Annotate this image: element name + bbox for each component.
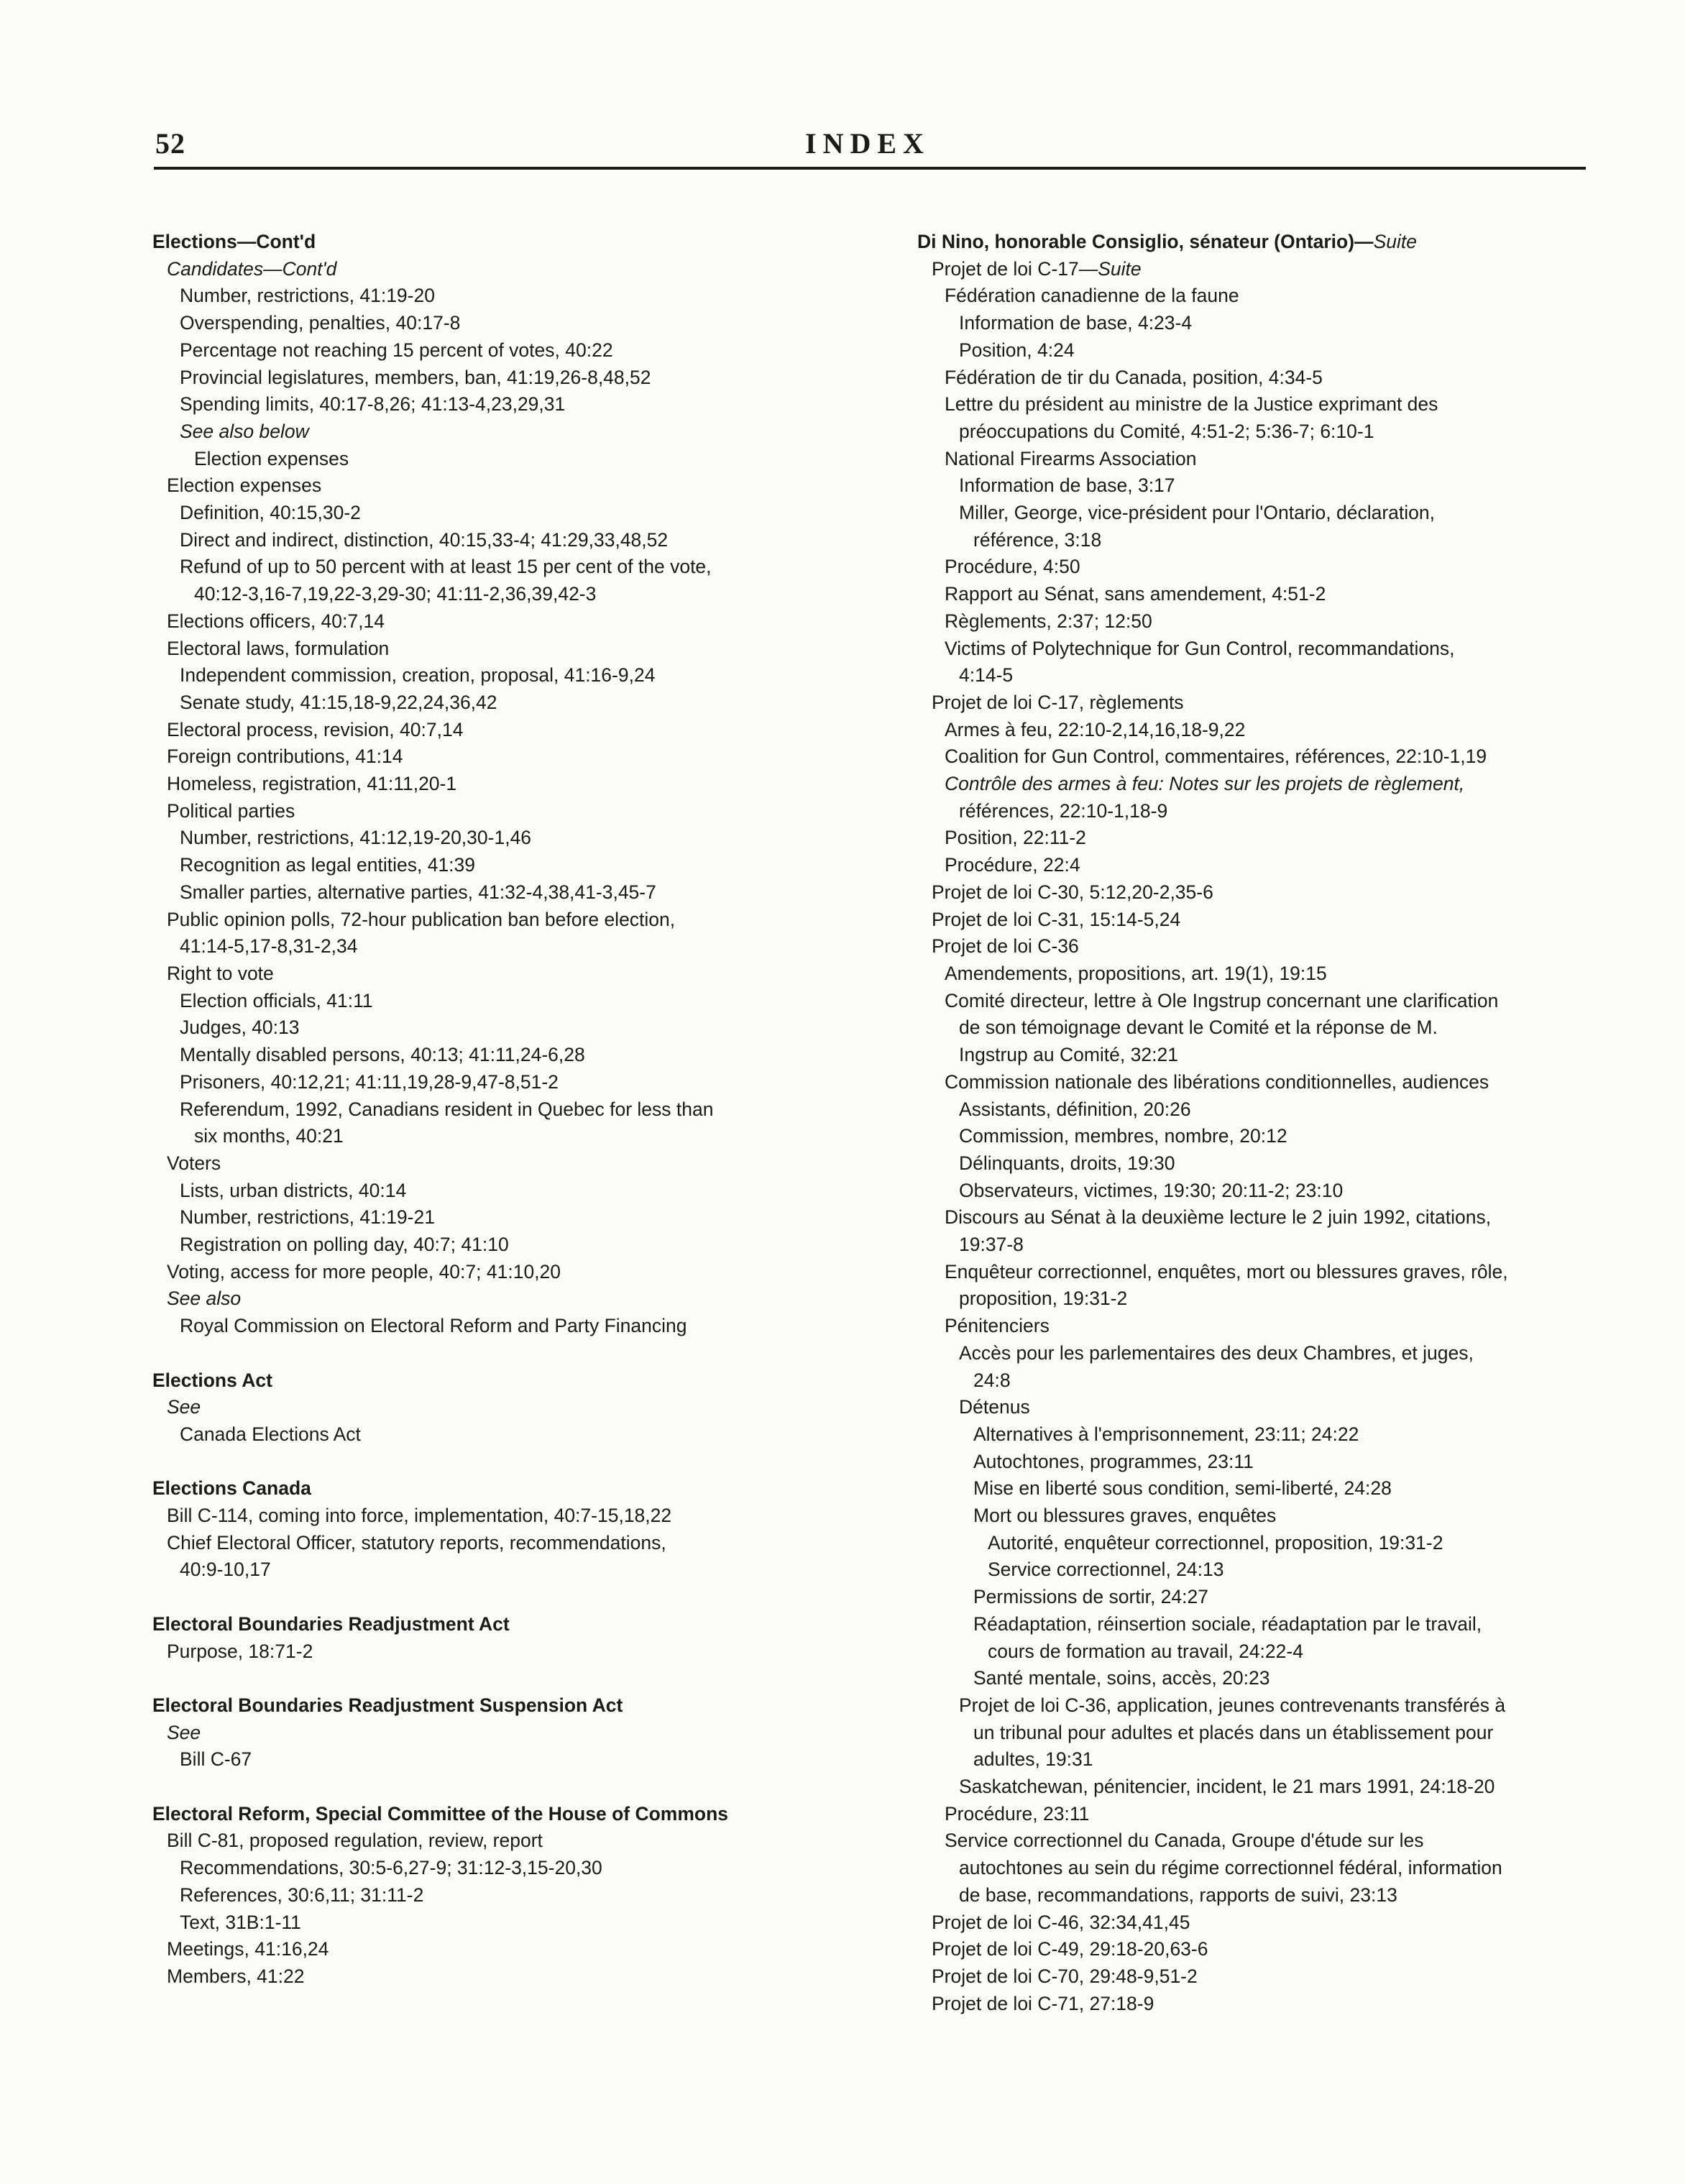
index-entry xyxy=(917,1150,1629,1178)
index-entry-text: Voters xyxy=(167,1152,221,1174)
index-entry-text: Commission nationale des libérations conditionnelles, audiences xyxy=(945,1070,1489,1093)
index-entry-text: See also xyxy=(167,1288,242,1310)
index-entry xyxy=(917,1178,1629,1205)
index-entry xyxy=(152,907,871,934)
index-entry xyxy=(152,1556,871,1584)
index-entry-text: Permissions de sortir, 24:27 xyxy=(973,1586,1208,1608)
index-entry-text: Autorité, enquêteur correctionnel, proposition, 19:31-2 xyxy=(988,1531,1443,1554)
index-entry-text: Rapport au Sénat, sans amendement, 4:51-2 xyxy=(945,583,1326,605)
index-entry xyxy=(152,527,871,554)
index-entry-text: National Firearms Association xyxy=(945,447,1197,469)
index-entry xyxy=(917,364,1629,392)
index-entry-text: Discours au Sénat à la deuxième lecture le 2 juin 1992, citations, xyxy=(945,1206,1492,1229)
index-entry-text: référence, 3:18 xyxy=(973,528,1102,551)
index-entry xyxy=(917,1475,1629,1502)
index-entry-text: Election expenses xyxy=(194,447,349,469)
index-entry xyxy=(152,364,871,392)
index-entry xyxy=(152,1394,871,1421)
index-entry-text: Election officials, 41:11 xyxy=(180,989,373,1011)
index-entry-text: Percentage not reaching 15 percent of votes, 40:22 xyxy=(180,339,613,361)
index-entry-text: 40:9-10,17 xyxy=(180,1559,271,1581)
index-entry xyxy=(917,1096,1629,1124)
index-entry-text: Prisoners, 40:12,21; 41:11,19,28-9,47-8,51-2 xyxy=(180,1070,559,1093)
index-entry xyxy=(917,1774,1629,1801)
index-entry-text: Overspending, penalties, 40:17-8 xyxy=(180,312,461,334)
index-entry xyxy=(917,1692,1629,1720)
index-entry-text: 19:37-8 xyxy=(959,1234,1024,1256)
index-entry xyxy=(152,1827,871,1855)
index-entry-text: Règlements, 2:37; 12:50 xyxy=(945,610,1152,632)
index-entry xyxy=(152,1313,871,1340)
index-entry-text: Service correctionnel du Canada, Groupe d'étude sur les xyxy=(945,1830,1424,1852)
index-entry-text: références, 22:10-1,18-9 xyxy=(959,799,1168,822)
index-entry xyxy=(152,933,871,960)
index-entry-text: cours de formation au travail, 24:22-4 xyxy=(988,1640,1303,1662)
page-title: INDEX xyxy=(805,127,930,160)
index-entry-text: Commission, membres, nombre, 20:12 xyxy=(959,1125,1287,1147)
index-entry-text: Mort ou blessures graves, enquêtes xyxy=(973,1505,1277,1527)
index-entry-text: See also below xyxy=(180,420,309,442)
index-entry-text: Bill C-114, coming into force, implementation, 40:7-15,18,22 xyxy=(167,1505,672,1527)
index-entry xyxy=(152,1421,871,1449)
index-entry-text: Saskatchewan, pénitencier, incident, le 21 mars 1991, 24:18-20 xyxy=(959,1776,1495,1798)
index-entry-text: Projet de loi C-36, application, jeunes contrevenants transférés à xyxy=(959,1694,1506,1716)
index-entry-text: Number, restrictions, 41:12,19-20,30-1,46 xyxy=(180,827,532,849)
index-entry-text: Comité directeur, lettre à Ole Ingstrup concernant une clarification xyxy=(945,989,1499,1011)
index-entry-text: Right to vote xyxy=(167,962,274,984)
index-entry-text: Réadaptation, réinsertion sociale, réadaptation par le travail, xyxy=(973,1612,1482,1635)
index-entry-text: See xyxy=(167,1396,201,1418)
continuation-suffix: Suite xyxy=(1098,257,1142,280)
index-entry xyxy=(152,1069,871,1096)
index-entry-text: Meetings, 41:16,24 xyxy=(167,1938,329,1960)
index-entry-text: Alternatives à l'emprisonnement, 23:11; 24:22 xyxy=(973,1423,1359,1445)
index-entry xyxy=(152,1882,871,1909)
index-entry-text: adultes, 19:31 xyxy=(973,1748,1093,1771)
index-entry xyxy=(152,310,871,337)
index-entry xyxy=(917,418,1629,446)
index-entry xyxy=(917,1204,1629,1231)
index-entry xyxy=(917,527,1629,554)
index-heading xyxy=(152,1611,871,1638)
index-entry xyxy=(917,907,1629,934)
index-entry xyxy=(917,1746,1629,1774)
index-entry xyxy=(917,988,1629,1015)
index-entry-text: Autochtones, programmes, 23:11 xyxy=(973,1450,1254,1472)
index-entry xyxy=(152,636,871,663)
index-entry xyxy=(917,1502,1629,1530)
continuation-suffix: Suite xyxy=(1373,231,1417,252)
index-entry xyxy=(917,636,1629,663)
index-entry-text: Political parties xyxy=(167,799,295,822)
index-entry-text: Number, restrictions, 41:19-21 xyxy=(180,1206,435,1229)
index-entry-text: Refund of up to 50 percent with at least 15 per cent of the vote, xyxy=(180,556,712,578)
entry-spacer xyxy=(152,1449,871,1476)
index-entry-text: Fédération canadienne de la faune xyxy=(945,285,1239,307)
index-entry xyxy=(152,608,871,636)
index-entry xyxy=(152,771,871,798)
index-entry-text: Smaller parties, alternative parties, 41:32-4,38,41-3,45-7 xyxy=(180,881,656,903)
index-entry-text: Public opinion polls, 72-hour publication ban before election, xyxy=(167,908,676,930)
index-entry-text: six months, 40:21 xyxy=(194,1125,344,1147)
index-entry-text: Lettre du président au ministre de la Justice exprimant des xyxy=(945,393,1438,416)
index-entry-text: Coalition for Gun Control, commentaires, références, 22:10-1,19 xyxy=(945,745,1487,768)
index-entry-text: proposition, 19:31-2 xyxy=(959,1288,1128,1310)
index-entry xyxy=(152,472,871,500)
index-entry-text: Provincial legislatures, members, ban, 41:19,26-8,48,52 xyxy=(180,366,651,388)
index-entry-text: Projet de loi C-71, 27:18-9 xyxy=(932,1992,1154,2014)
index-entry xyxy=(917,1909,1629,1937)
index-entry xyxy=(917,933,1629,960)
index-heading xyxy=(152,1692,871,1720)
index-entry xyxy=(917,391,1629,418)
index-entry-text: Electoral Boundaries Readjustment Suspension Act xyxy=(152,1694,623,1716)
index-entry-text: Assistants, définition, 20:26 xyxy=(959,1098,1191,1120)
index-entry xyxy=(152,500,871,527)
index-entry xyxy=(152,743,871,771)
index-entry xyxy=(917,743,1629,771)
index-entry xyxy=(152,283,871,310)
index-entry-text: Canada Elections Act xyxy=(180,1423,361,1445)
index-entry xyxy=(152,852,871,879)
index-entry-text: Direct and indirect, distinction, 40:15,33-4; 41:29,33,48,52 xyxy=(180,528,669,551)
index-entry-text: Armes à feu, 22:10-2,14,16,18-9,22 xyxy=(945,718,1246,740)
index-entry xyxy=(152,418,871,446)
index-entry-text: 4:14-5 xyxy=(959,664,1014,687)
index-entry-text: Elections officers, 40:7,14 xyxy=(167,610,385,632)
index-entry xyxy=(917,1936,1629,1963)
index-entry-text: Registration on polling day, 40:7; 41:10 xyxy=(180,1234,509,1256)
index-entry-text: Spending limits, 40:17-8,26; 41:13-4,23,29,31 xyxy=(180,393,566,416)
index-entry xyxy=(917,446,1629,473)
index-entry xyxy=(152,1909,871,1937)
index-heading xyxy=(152,1801,871,1828)
index-entry xyxy=(917,1069,1629,1096)
index-entry-text: Electoral laws, formulation xyxy=(167,637,390,659)
index-entry xyxy=(152,1638,871,1666)
index-heading xyxy=(152,1475,871,1502)
index-entry xyxy=(152,1231,871,1259)
index-entry xyxy=(917,283,1629,310)
index-entry xyxy=(917,1340,1629,1367)
index-entry-text: Elections Act xyxy=(152,1369,272,1391)
index-entry-text: Text, 31B:1-11 xyxy=(180,1911,301,1933)
index-entry xyxy=(917,1042,1629,1069)
index-entry-text: Projet de loi C-36 xyxy=(932,935,1079,958)
index-entry xyxy=(917,960,1629,988)
index-entry xyxy=(917,1313,1629,1340)
index-entry xyxy=(152,1150,871,1178)
index-entry-text: Projet de loi C-17, règlements xyxy=(932,691,1184,713)
index-entry xyxy=(917,1963,1629,1991)
index-heading xyxy=(152,1367,871,1395)
index-entry xyxy=(917,256,1629,283)
index-entry-text: Voting, access for more people, 40:7; 41:10,20 xyxy=(167,1260,561,1283)
index-entry-text: Independent commission, creation, proposal, 41:16-9,24 xyxy=(180,664,656,687)
index-entry-text: Position, 22:11-2 xyxy=(945,827,1086,849)
index-entry-text: Procédure, 23:11 xyxy=(945,1802,1090,1825)
index-entry-text: Homeless, registration, 41:11,20-1 xyxy=(167,773,457,795)
index-entry-text: Mentally disabled persons, 40:13; 41:11,24-6,28 xyxy=(180,1044,585,1066)
index-entry-text: Position, 4:24 xyxy=(959,339,1075,361)
index-heading xyxy=(152,229,871,256)
index-entry-text: Projet de loi C-17— xyxy=(932,257,1098,280)
index-entry xyxy=(917,1556,1629,1584)
index-entry-text: 41:14-5,17-8,31-2,34 xyxy=(180,935,358,958)
index-entry xyxy=(917,1991,1629,2018)
index-entry-text: See xyxy=(167,1721,201,1743)
index-entry-text: Projet de loi C-31, 15:14-5,24 xyxy=(932,908,1181,930)
index-entry xyxy=(152,1204,871,1231)
index-entry xyxy=(917,1530,1629,1557)
index-entry xyxy=(152,1963,871,1991)
index-entry-text: Pénitenciers xyxy=(945,1315,1050,1337)
index-entry xyxy=(152,1502,871,1530)
index-entry-text: Santé mentale, soins, accès, 20:23 xyxy=(973,1667,1270,1689)
index-entry xyxy=(917,1449,1629,1476)
index-entry xyxy=(917,1882,1629,1909)
entry-spacer xyxy=(152,1340,871,1367)
index-entry xyxy=(917,337,1629,364)
index-entry-text: Di Nino, honorable Consiglio, sénateur (Ontario)— xyxy=(917,231,1374,252)
index-entry xyxy=(917,500,1629,527)
index-entry-text: Candidates—Cont'd xyxy=(167,257,337,280)
index-entry-text: Amendements, propositions, art. 19(1), 19:15 xyxy=(945,962,1327,984)
index-entry-text: Projet de loi C-70, 29:48-9,51-2 xyxy=(932,1965,1198,1987)
index-heading xyxy=(917,229,1629,256)
index-entry xyxy=(152,689,871,717)
index-entry-text: Information de base, 3:17 xyxy=(959,474,1175,497)
index-entry-text: Definition, 40:15,30-2 xyxy=(180,502,361,524)
index-entry-text: autochtones au sein du régime correctionnel fédéral, information xyxy=(959,1857,1502,1879)
index-entry xyxy=(152,446,871,473)
index-entry xyxy=(917,771,1629,798)
index-entry xyxy=(152,1096,871,1124)
index-entry-text: Senate study, 41:15,18-9,22,24,36,42 xyxy=(180,691,497,713)
index-entry-text: Enquêteur correctionnel, enquêtes, mort ou blessures graves, rôle, xyxy=(945,1260,1508,1283)
index-entry xyxy=(917,1259,1629,1286)
index-entry xyxy=(152,879,871,907)
index-entry xyxy=(917,1611,1629,1638)
index-entry xyxy=(152,1042,871,1069)
index-entry-text: Electoral Boundaries Readjustment Act xyxy=(152,1612,510,1635)
index-entry-text: Service correctionnel, 24:13 xyxy=(988,1559,1224,1581)
index-entry xyxy=(152,1178,871,1205)
index-entry-text: Procédure, 4:50 xyxy=(945,556,1080,578)
index-entry-text: Détenus xyxy=(959,1396,1030,1418)
index-entry-text: Number, restrictions, 41:19-20 xyxy=(180,285,435,307)
index-entry xyxy=(917,798,1629,825)
index-entry xyxy=(917,1827,1629,1855)
index-entry xyxy=(917,554,1629,581)
header-rule xyxy=(154,167,1586,170)
index-entry-text: Judges, 40:13 xyxy=(180,1017,300,1039)
index-entry-text: Fédération de tir du Canada, position, 4:34-5 xyxy=(945,366,1323,388)
left-index-column xyxy=(152,229,871,1991)
index-entry xyxy=(152,1530,871,1557)
index-entry xyxy=(152,825,871,852)
index-entry xyxy=(917,310,1629,337)
index-entry xyxy=(917,1285,1629,1313)
index-entry-text: 24:8 xyxy=(973,1369,1011,1391)
index-entry xyxy=(152,662,871,689)
index-entry xyxy=(917,1720,1629,1747)
index-entry-text: Electoral Reform, Special Committee of the House of Commons xyxy=(152,1802,729,1825)
entry-spacer xyxy=(152,1774,871,1801)
index-entry xyxy=(152,554,871,581)
index-entry xyxy=(152,1746,871,1774)
index-entry xyxy=(152,1855,871,1882)
index-entry-text: Ingstrup au Comité, 32:21 xyxy=(959,1044,1178,1066)
index-entry xyxy=(917,1014,1629,1042)
index-entry-text: Victims of Polytechnique for Gun Control, recommandations, xyxy=(945,637,1455,659)
index-entry xyxy=(917,662,1629,689)
index-entry xyxy=(917,852,1629,879)
index-entry-text: References, 30:6,11; 31:11-2 xyxy=(180,1884,424,1906)
index-entry xyxy=(152,960,871,988)
entry-spacer xyxy=(152,1584,871,1611)
index-entry-text: Bill C-67 xyxy=(180,1748,252,1771)
index-entry xyxy=(917,472,1629,500)
entry-spacer xyxy=(152,1665,871,1692)
right-index-column xyxy=(917,229,1629,2017)
index-entry xyxy=(917,1394,1629,1421)
index-entry xyxy=(152,717,871,744)
index-entry-text: Recognition as legal entities, 41:39 xyxy=(180,854,476,876)
index-entry xyxy=(152,256,871,283)
index-entry xyxy=(152,391,871,418)
index-entry-text: préoccupations du Comité, 4:51-2; 5:36-7; 6:10-1 xyxy=(959,420,1374,442)
index-entry xyxy=(917,689,1629,717)
index-entry-text: Election expenses xyxy=(167,474,322,497)
index-entry-text: Purpose, 18:71-2 xyxy=(167,1640,313,1662)
index-entry-text: Foreign contributions, 41:14 xyxy=(167,745,403,768)
index-entry-text: Miller, George, vice-président pour l'Ontario, déclaration, xyxy=(959,502,1435,524)
page-number: 52 xyxy=(155,127,185,160)
index-entry xyxy=(917,1421,1629,1449)
index-entry-text: Chief Electoral Officer, statutory reports, recommendations, xyxy=(167,1531,666,1554)
index-entry-text: Projet de loi C-46, 32:34,41,45 xyxy=(932,1911,1190,1933)
index-entry-text: Bill C-81, proposed regulation, review, report xyxy=(167,1830,543,1852)
index-entry xyxy=(917,581,1629,608)
index-entry xyxy=(917,1367,1629,1395)
index-entry-text: Accès pour les parlementaires des deux Chambres, et juges, xyxy=(959,1341,1474,1364)
index-entry xyxy=(152,1014,871,1042)
index-entry-text: Projet de loi C-49, 29:18-20,63-6 xyxy=(932,1938,1208,1960)
index-entry xyxy=(917,825,1629,852)
index-entry-text: Lists, urban districts, 40:14 xyxy=(180,1179,407,1201)
index-entry xyxy=(917,1801,1629,1828)
index-entry-text: Information de base, 4:23-4 xyxy=(959,312,1193,334)
index-entry xyxy=(152,1259,871,1286)
index-entry xyxy=(152,337,871,364)
index-entry-text: Recommendations, 30:5-6,27-9; 31:12-3,15-20,30 xyxy=(180,1857,602,1879)
index-entry xyxy=(152,988,871,1015)
index-entry xyxy=(917,1584,1629,1611)
index-entry-text: un tribunal pour adultes et placés dans un établissement pour xyxy=(973,1721,1494,1743)
index-entry xyxy=(917,1123,1629,1150)
index-entry-text: de base, recommandations, rapports de suivi, 23:13 xyxy=(959,1884,1397,1906)
index-entry-text: Contrôle des armes à feu: Notes sur les projets de règlement, xyxy=(945,773,1465,795)
index-entry-text: Referendum, 1992, Canadians resident in Quebec for less than xyxy=(180,1098,714,1120)
index-entry-text: Mise en liberté sous condition, semi-liberté, 24:28 xyxy=(973,1477,1392,1500)
index-entry-text: Observateurs, victimes, 19:30; 20:11-2; 23:10 xyxy=(959,1179,1344,1201)
index-entry xyxy=(917,1638,1629,1666)
index-entry-text: Procédure, 22:4 xyxy=(945,854,1080,876)
index-entry xyxy=(152,1123,871,1150)
index-entry-text: de son témoignage devant le Comité et la réponse de M. xyxy=(959,1017,1438,1039)
index-entry xyxy=(152,798,871,825)
index-entry xyxy=(917,1855,1629,1882)
index-entry-text: 40:12-3,16-7,19,22-3,29-30; 41:11-2,36,39,42-3 xyxy=(194,583,597,605)
index-entry xyxy=(917,879,1629,907)
index-entry xyxy=(917,717,1629,744)
index-entry-text: Royal Commission on Electoral Reform and Party Financing xyxy=(180,1315,687,1337)
index-entry-text: Délinquants, droits, 19:30 xyxy=(959,1152,1175,1174)
index-entry-text: Elections—Cont'd xyxy=(152,231,316,252)
index-entry xyxy=(917,1665,1629,1692)
index-entry xyxy=(152,581,871,608)
index-entry xyxy=(152,1936,871,1963)
index-entry-text: Elections Canada xyxy=(152,1477,311,1500)
index-entry-text: Members, 41:22 xyxy=(167,1965,305,1987)
index-entry-text: Projet de loi C-30, 5:12,20-2,35-6 xyxy=(932,881,1213,903)
index-entry xyxy=(152,1720,871,1747)
index-entry xyxy=(917,1231,1629,1259)
index-entry xyxy=(152,1285,871,1313)
index-entry xyxy=(917,608,1629,636)
index-entry-text: Electoral process, revision, 40:7,14 xyxy=(167,718,464,740)
